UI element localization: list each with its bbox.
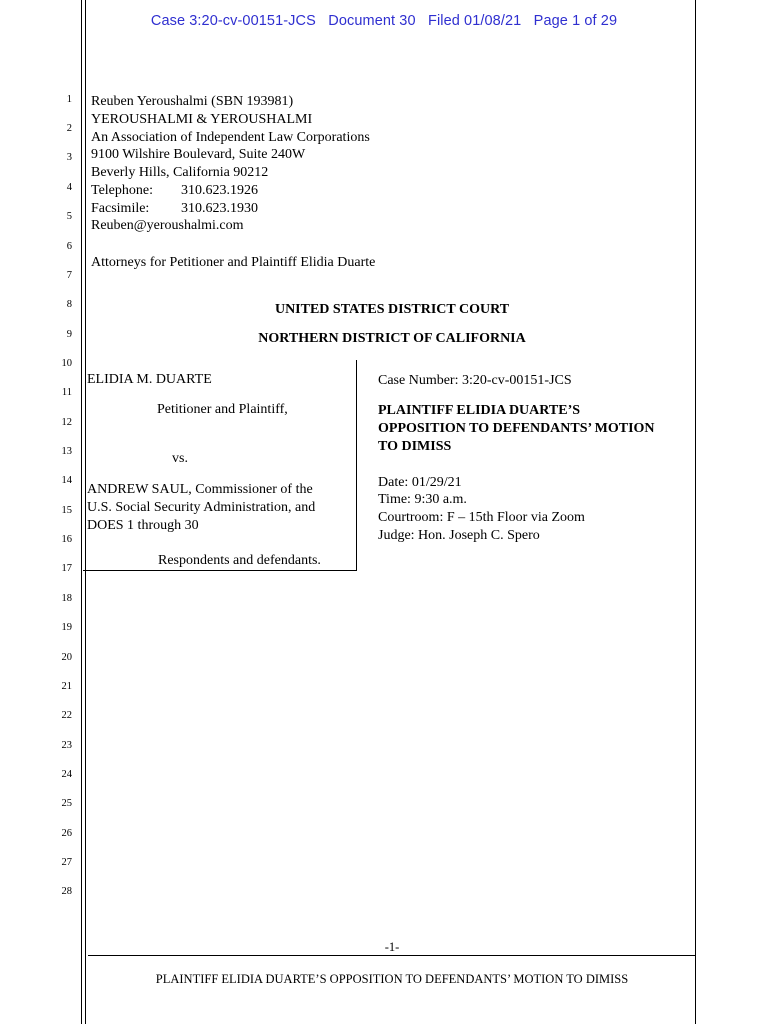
line-number: 24 — [61, 769, 72, 780]
defendant-line-3: DOES 1 through 30 — [87, 518, 199, 533]
judge: Judge: Hon. Joseph C. Spero — [378, 528, 540, 543]
line-number: 17 — [61, 563, 72, 574]
versus: vs. — [172, 451, 188, 466]
footer-divider — [88, 955, 696, 956]
line-number: 21 — [61, 681, 72, 692]
hearing-time: Time: 9:30 a.m. — [378, 492, 467, 507]
facsimile-label: Facsimile: — [91, 201, 150, 216]
case-number: Case Number: 3:20-cv-00151-JCS — [378, 373, 572, 388]
line-number: 22 — [61, 710, 72, 721]
footer-title: PLAINTIFF ELIDIA DUARTE’S OPPOSITION TO DEFENDANTS’ MOTION TO DIMISS — [155, 972, 629, 986]
plaintiff-role: Petitioner and Plaintiff, — [157, 402, 288, 417]
defendant-line-2: U.S. Social Security Administration, and — [87, 500, 316, 515]
attorney-email: Reuben@yeroushalmi.com — [91, 218, 244, 233]
courtroom: Courtroom: F – 15th Floor via Zoom — [378, 510, 585, 525]
line-number: 16 — [61, 534, 72, 545]
line-number: 14 — [61, 475, 72, 486]
document-title-line-2: OPPOSITION TO DEFENDANTS’ MOTION — [378, 421, 655, 436]
line-number: 18 — [61, 593, 72, 604]
hearing-date: Date: 01/29/21 — [378, 475, 462, 490]
court-district: NORTHERN DISTRICT OF CALIFORNIA — [258, 331, 526, 346]
line-number: 7 — [66, 270, 72, 281]
line-number: 1 — [66, 94, 72, 105]
line-number: 19 — [61, 622, 72, 633]
facsimile-number: 310.623.1930 — [181, 201, 258, 216]
left-margin-rule-outer — [81, 0, 82, 1024]
address-line-1: 9100 Wilshire Boulevard, Suite 240W — [91, 147, 306, 162]
court-name: UNITED STATES DISTRICT COURT — [274, 302, 510, 317]
firm-association: An Association of Independent Law Corporations — [91, 130, 370, 145]
line-number: 27 — [61, 857, 72, 868]
defendant-role: Respondents and defendants. — [158, 553, 321, 568]
line-number: 23 — [61, 740, 72, 751]
line-number: 10 — [61, 358, 72, 369]
plaintiff-name: ELIDIA M. DUARTE — [87, 372, 212, 387]
line-number: 26 — [61, 828, 72, 839]
attorneys-for: Attorneys for Petitioner and Plaintiff Elidia Duarte — [91, 255, 376, 270]
line-number: 20 — [61, 652, 72, 663]
document-title-line-1: PLAINTIFF ELIDIA DUARTE’S — [378, 403, 581, 418]
case-header: Case 3:20-cv-00151-JCS Document 30 Filed 01/08/21 Page 1 of 29 — [150, 13, 618, 29]
line-number: 13 — [61, 446, 72, 457]
telephone-number: 310.623.1926 — [181, 183, 258, 198]
line-numbers — [0, 0, 76, 1024]
line-number: 15 — [61, 505, 72, 516]
address-line-2: Beverly Hills, California 90212 — [91, 165, 269, 180]
line-number: 3 — [66, 152, 72, 163]
case-caption-box — [83, 360, 357, 571]
line-number: 4 — [66, 182, 72, 193]
line-number: 28 — [61, 886, 72, 897]
firm-name: YEROUSHALMI & YEROUSHALMI — [91, 112, 313, 127]
line-number: 5 — [66, 211, 72, 222]
line-number: 9 — [66, 329, 72, 340]
line-number: 25 — [61, 798, 72, 809]
page-number: -1- — [384, 940, 400, 954]
line-number: 2 — [66, 123, 72, 134]
document-title-line-3: TO DIMISS — [378, 439, 452, 454]
line-number: 12 — [61, 417, 72, 428]
attorney-name: Reuben Yeroushalmi (SBN 193981) — [91, 94, 294, 109]
right-margin-rule — [695, 0, 696, 1024]
line-number: 8 — [66, 299, 72, 310]
defendant-line-1: ANDREW SAUL, Commissioner of the — [87, 482, 313, 497]
line-number: 6 — [66, 241, 72, 252]
telephone-label: Telephone: — [91, 183, 153, 198]
line-number: 11 — [61, 387, 72, 398]
